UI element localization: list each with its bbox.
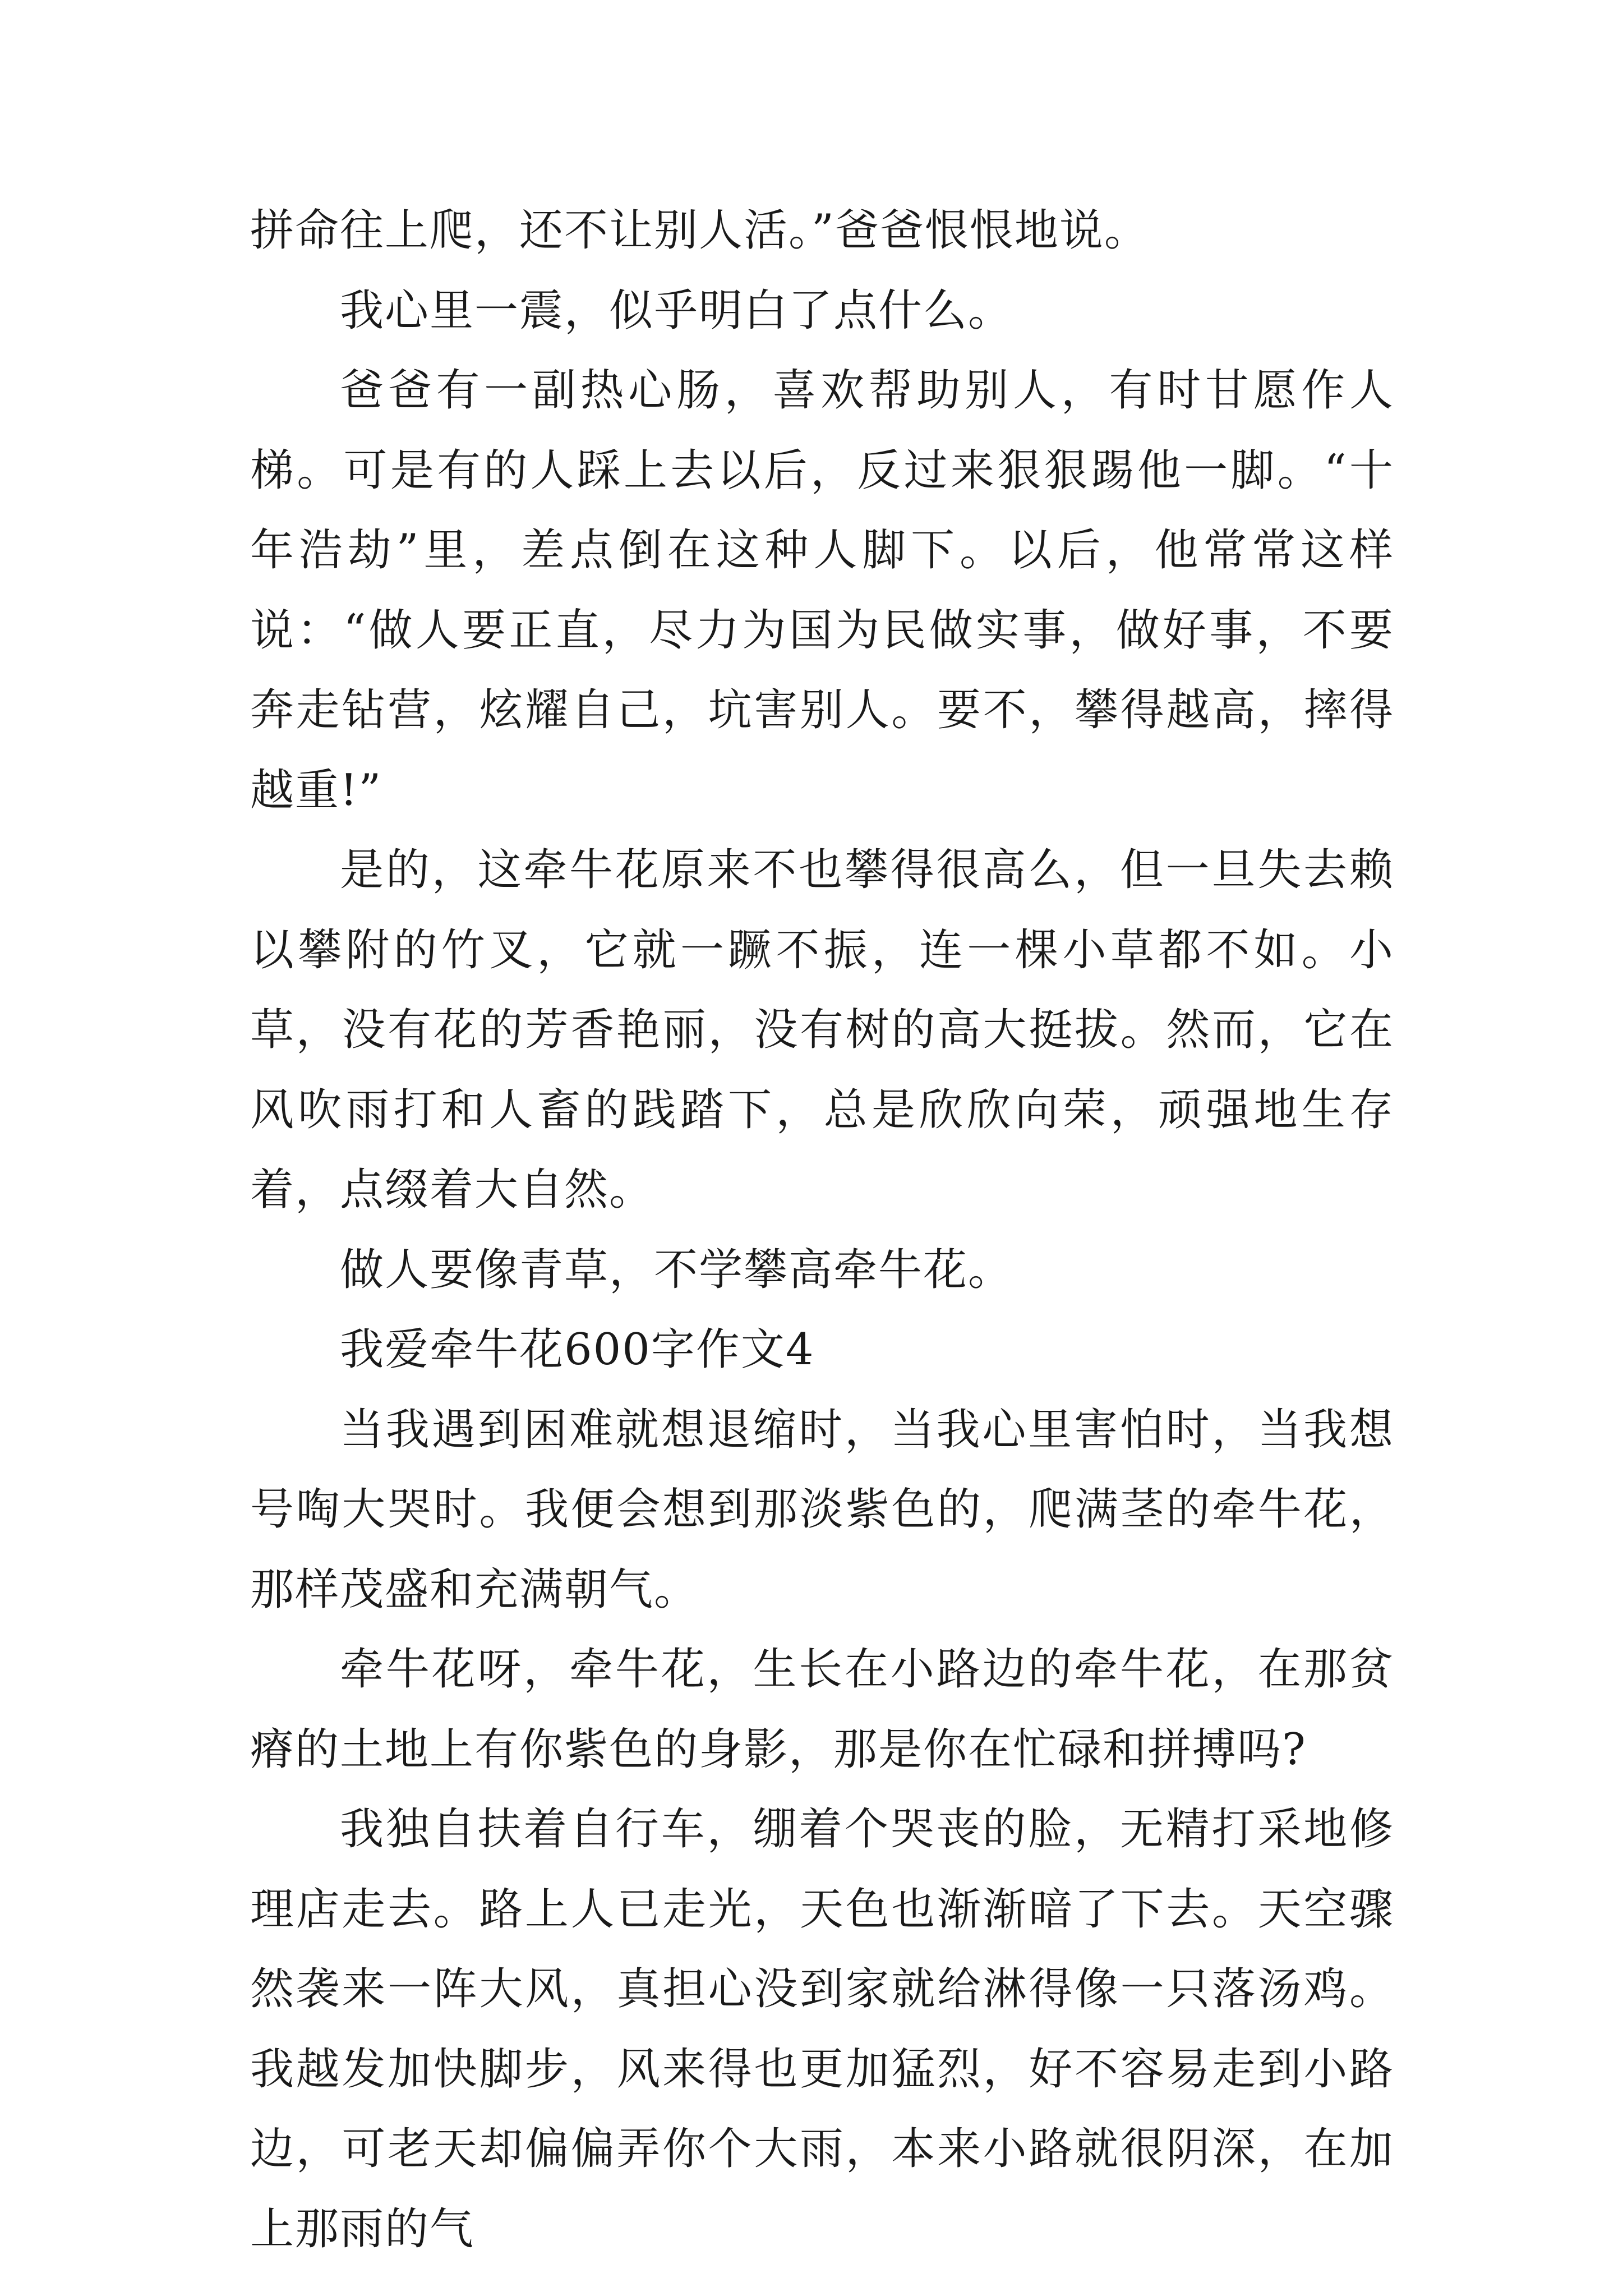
paragraph: 我独自扶着自行车，绷着个哭丧的脸，无精打采地修理店走去。路上人已走光，天色也渐渐暗了下去。天空骤然袭来一阵大风，真担心没到家就给淋得像一只落汤鸡。我越发加快脚步，风来得也更加猛烈，好不容易走到小路边，可老天却偏偏弄你个大雨，本来小路就很阴深，在加上那雨的气 xyxy=(250,1804,1394,2254)
paragraph: 当我遇到困难就想退缩时，当我心里害怕时，当我想号啕大哭时。我便会想到那淡紫色的，爬满茎的牵牛花，那样茂盛和充满朝气。 xyxy=(250,1404,1394,1615)
paragraph: 我心里一震，似乎明白了点什么。 xyxy=(340,285,1013,336)
paragraph: 是的，这牵牛花原来不也攀得很高么，但一旦失去赖以攀附的竹叉，它就一蹶不振，连一棵小草都不如。小草，没有花的芳香艳丽，没有树的高大挺拔。然而，它在风吹雨打和人畜的践踏下，总是欣欣向荣，顽强地生存着，点缀着大自然。 xyxy=(250,845,1394,1215)
paragraph: 拼命往上爬，还不让别人活。”爸爸恨恨地说。 xyxy=(250,205,1149,256)
essay-body xyxy=(250,191,1394,2269)
paragraph: 爸爸有一副热心肠，喜欢帮助别人，有时甘愿作人梯。可是有的人踩上去以后，反过来狠狠踢他一脚。“十年浩劫”里，差点倒在这种人脚下。以后，他常常这样说：“做人要正直，尽力为国为民做实事，做好事，不要奔走钻营，炫耀自己，坑害别人。要不，攀得越高，摔得越重!” xyxy=(250,365,1394,816)
essay-title: 我爱牵牛花600字作文4 xyxy=(340,1324,815,1375)
paragraph: 做人要像青草，不学攀高牵牛花。 xyxy=(340,1244,1013,1295)
paragraph: 牵牛花呀，牵牛花，生长在小路边的牵牛花，在那贫瘠的土地上有你紫色的身影，那是你在忙碌和拼搏吗? xyxy=(250,1644,1394,1775)
